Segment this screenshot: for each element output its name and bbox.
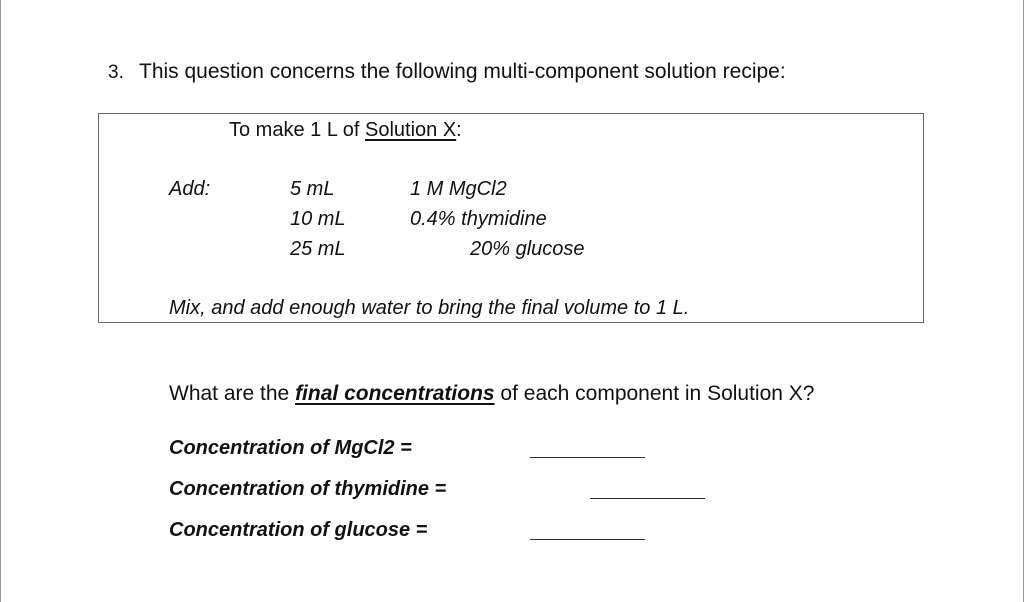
page-left-edge — [0, 0, 1, 602]
answer-label-mgcl2: Concentration of MgCl2 = — [169, 437, 412, 459]
question-text: This question concerns the following multi-component solution recipe: — [139, 60, 786, 83]
question-number: 3. — [108, 62, 124, 83]
recipe-volume: 10 mL — [290, 208, 346, 230]
prompt-emphasis: final concentrations — [295, 382, 495, 405]
recipe-heading — [229, 119, 462, 142]
recipe-heading-prefix: To make 1 L of — [229, 119, 365, 141]
recipe-volume: 5 mL — [290, 178, 335, 200]
prompt-before: What are the — [169, 382, 296, 405]
recipe-heading-suffix: : — [456, 119, 462, 141]
mix-instruction: Mix, and add enough water to bring the final volume to 1 L. — [169, 297, 690, 319]
answer-label-glucose: Concentration of glucose = — [169, 519, 428, 541]
answer-blank-glucose[interactable] — [530, 539, 645, 540]
recipe-component: 0.4% thymidine — [410, 208, 547, 230]
recipe-component: 1 M MgCl2 — [410, 178, 507, 200]
recipe-solution-name: Solution X — [365, 119, 457, 141]
add-label: Add: — [169, 178, 211, 200]
recipe-component: 20% glucose — [470, 238, 585, 260]
answer-label-thymidine: Concentration of thymidine = — [169, 478, 447, 500]
recipe-volume: 25 mL — [290, 238, 346, 260]
prompt-after: of each component in Solution X? — [494, 382, 815, 405]
answer-blank-thymidine[interactable] — [590, 498, 705, 499]
final-concentration-prompt — [169, 382, 814, 406]
answer-blank-mgcl2[interactable] — [530, 457, 645, 458]
